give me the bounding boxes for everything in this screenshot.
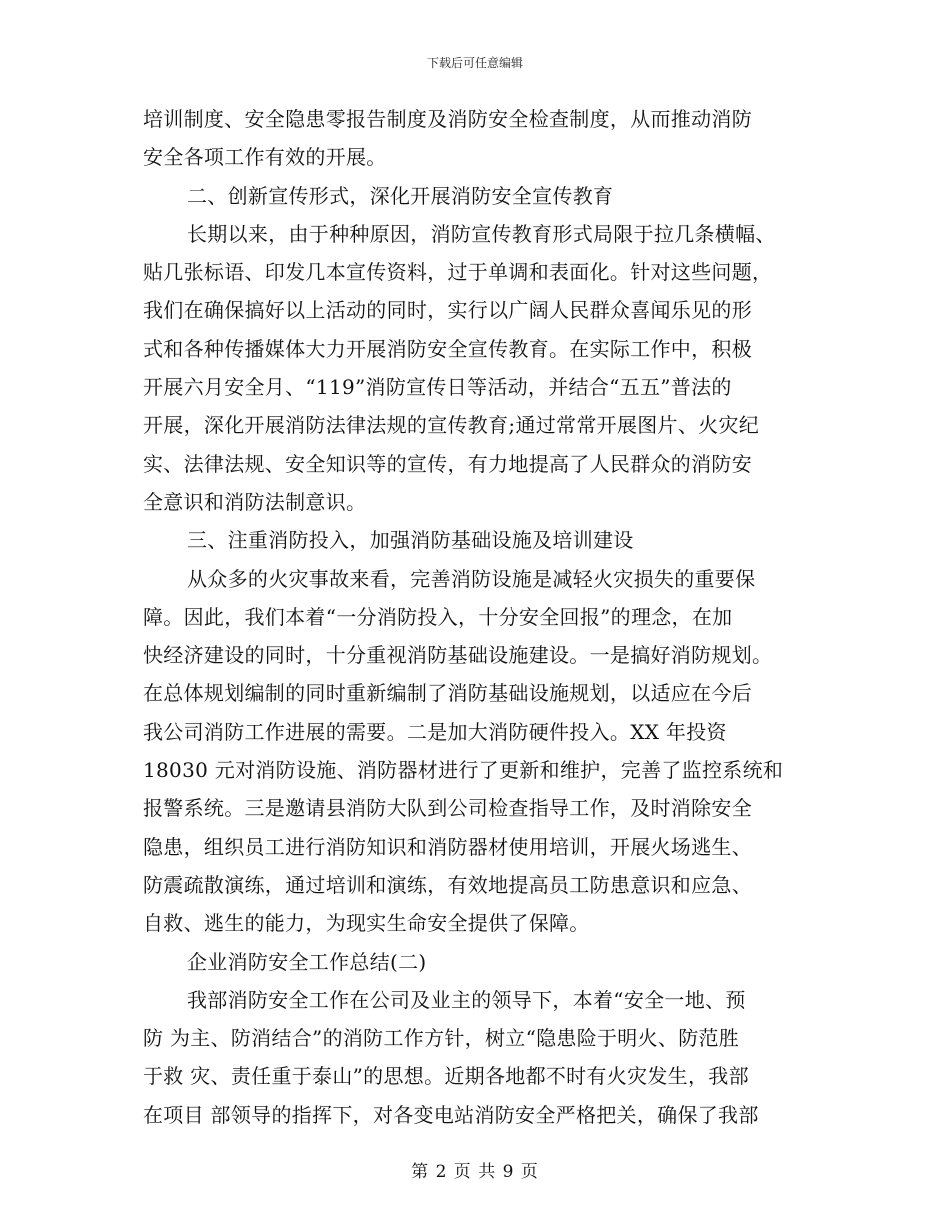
text-line: 在总体规划编制的同时重新编制了消防基础设施规划，以适应在今后 — [143, 681, 752, 706]
page-header: 下载后可任意编辑 — [426, 56, 523, 70]
text-line: 我们在确保搞好以上活动的同时，实行以广阔人民群众喜闻乐见的形 — [143, 298, 752, 323]
text-line: 在项目 部领导的指挥下，对各变电站消防安全严格把关，确保了我部 — [143, 1102, 759, 1127]
text-line: 于救 灾、责任重于泰山”的思想。近期各地都不时有火灾发生，我部 — [143, 1064, 749, 1089]
text-line: 贴几张标语、印发几本宣传资料，过于单调和表面化。针对这些问题， — [143, 260, 773, 285]
text-line: 隐患，组织员工进行消防知识和消防器材使用培训，开展火场逃生、 — [143, 834, 752, 859]
text-line: 开展六月安全月、“119”消防宣传日等活动，并结合“五五”普法的 — [143, 375, 732, 400]
text-line: 我公司消防工作进展的需要。二是加大消防硬件投入。XX 年投资 — [143, 719, 727, 744]
text-line: 报警系统。三是邀请县消防大队到公司检查指导工作，及时消除安全 — [143, 796, 752, 821]
text-line: 障。因此，我们本着“一分消防投入，十分安全回报”的理念，在加 — [143, 604, 733, 629]
text-line: 长期以来，由于种种原因，消防宣传教育形式局限于拉几条横幅、 — [187, 221, 776, 246]
document-body — [143, 100, 808, 1134]
text-line: 我部消防安全工作在公司及业主的领导下，本着“安全一地、预 — [187, 987, 746, 1012]
text-line: 三、注重消防投入，加强消防基础设施及培训建设 — [187, 528, 634, 553]
page-footer: 第 2 页 共 9 页 — [411, 1162, 539, 1182]
text-line: 培训制度、安全隐患零报告制度及消防安全检查制度，从而推动消防 — [143, 107, 752, 131]
text-line: 防震疏散演练，通过培训和演练，有效地提高员工防患意识和应急、 — [143, 872, 752, 897]
text-line: 快经济建设的同时，十分重视消防基础设施建设。一是搞好消防规划。 — [143, 643, 773, 668]
text-line: 企业消防安全工作总结(二) — [187, 949, 427, 974]
text-line: 全意识和消防法制意识。 — [143, 489, 367, 514]
text-line: 安全各项工作有效的开展。 — [143, 145, 387, 170]
text-line: 开展，深化开展消防法律法规的宣传教育;通过常常开展图片、火灾纪 — [143, 413, 760, 438]
text-line: 自救、逃生的能力，为现实生命安全提供了保障。 — [143, 911, 590, 936]
text-line: 18030 元对消防设施、消防器材进行了更新和维护，完善了监控系统和 — [143, 758, 784, 783]
text-line: 防 为主、防消结合”的消防工作方针，树立“隐患险于明火、防范胜 — [143, 1026, 740, 1051]
text-line: 从众多的火灾事故来看，完善消防设施是减轻火灾损失的重要保 — [187, 566, 756, 591]
text-line: 实、法律法规、安全知识等的宣传，有力地提高了人民群众的消防安 — [143, 451, 752, 476]
text-line: 二、创新宣传形式，深化开展消防安全宣传教育 — [187, 183, 614, 208]
text-line: 式和各种传播媒体大力开展消防安全宣传教育。在实际工作中，积极 — [143, 336, 752, 361]
